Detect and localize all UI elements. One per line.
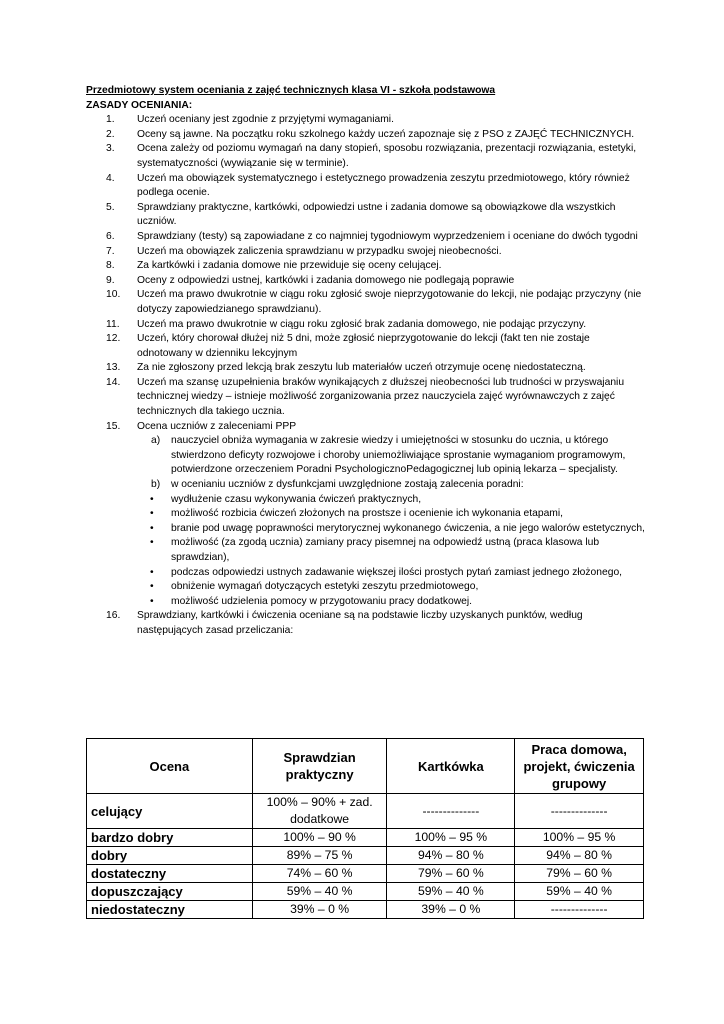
list-item bbox=[86, 113, 646, 128]
table-cell: -------------- bbox=[515, 794, 644, 829]
table-cell: 100% – 95 % bbox=[387, 829, 515, 847]
header-homework: Praca domowa, projekt, ćwiczenia grupowy bbox=[515, 739, 644, 794]
list-item bbox=[86, 172, 646, 201]
item-text: Uczeń ma prawo dwukrotnie w ciągu roku zgłosić swoje nieprzygotowanie do lekcji, nie podając przyczyny (nie dotyczy zapowiedzianego sprawdzianu). bbox=[137, 289, 642, 315]
bullet-item bbox=[86, 522, 646, 537]
bullet-marker: • bbox=[150, 537, 154, 549]
grade-label: celujący bbox=[87, 794, 253, 829]
list-item bbox=[86, 332, 646, 361]
sub-item-marker: b) bbox=[151, 479, 161, 491]
list-item bbox=[86, 274, 646, 289]
list-item bbox=[86, 201, 646, 230]
document-body bbox=[86, 84, 646, 639]
item-number: 16. bbox=[106, 610, 121, 622]
item-text: Oceny z odpowiedzi ustnej, kartkówki i zadania domowego nie podlegają poprawie bbox=[137, 274, 515, 286]
document-title: Przedmiotowy system oceniania z zajęć technicznych klasa VI - szkoła podstawowa bbox=[86, 85, 496, 96]
grade-label: niedostateczny bbox=[87, 901, 253, 919]
bullet-text: wydłużenie czasu wykonywania ćwiczeń praktycznych, bbox=[171, 493, 422, 505]
item-number: 6. bbox=[106, 230, 115, 242]
table-header-row bbox=[87, 739, 644, 794]
sub-item-text: w ocenianiu uczniów z dysfunkcjami uwzględnione zostają zalecenia poradni: bbox=[171, 479, 524, 491]
list-item bbox=[86, 609, 646, 638]
table-cell: 79% – 60 % bbox=[515, 865, 644, 883]
table-cell: -------------- bbox=[387, 794, 515, 829]
table-row bbox=[87, 847, 644, 865]
section-heading: ZASADY OCENIANIA: bbox=[86, 99, 193, 111]
list-item bbox=[86, 142, 646, 171]
item-text: Uczeń ma prawo dwukrotnie w ciągu roku zgłosić brak zadania domowego, nie podając przyczyny. bbox=[137, 318, 587, 330]
table-cell: 94% – 80 % bbox=[387, 847, 515, 865]
item-number: 3. bbox=[106, 143, 115, 155]
bullet-item bbox=[86, 536, 646, 565]
item-text: Uczeń ma szansę uzupełnienia braków wynikających z dłuższej nieobecności lub trudności w przyswajaniu technicznej wiedzy – istnieje możliwość zorganizowania przez nauczyciela zajęć wyrównawczych z zajęć technicznych dla takiego ucznia. bbox=[137, 376, 625, 418]
item-text: Za nie zgłoszony przed lekcją brak zeszytu lub materiałów uczeń otrzymuje ocenę niedostateczną. bbox=[137, 362, 586, 374]
grade-label: dostateczny bbox=[87, 865, 253, 883]
list-item bbox=[86, 259, 646, 274]
table-row bbox=[87, 883, 644, 901]
item-text: Uczeń ma obowiązek systematycznego i estetycznego prowadzenia zeszytu przedmiotowego, który również podlega ocenie. bbox=[137, 172, 630, 199]
item-number: 9. bbox=[106, 274, 115, 286]
item-number: 5. bbox=[106, 201, 115, 213]
item-text: Sprawdziany praktyczne, kartkówki, odpowiedzi ustne i zadania domowe są obowiązkowe dla wszystkich uczniów. bbox=[137, 201, 616, 228]
bullet-text: możliwość rozbicia ćwiczeń złożonych na prostsze i ocenienie ich wykonania etapami, bbox=[171, 508, 564, 520]
table-row bbox=[87, 865, 644, 883]
header-quiz: Kartkówka bbox=[387, 739, 515, 794]
grading-table bbox=[86, 738, 644, 919]
bullet-text: możliwość udzielenia pomocy w przygotowaniu pracy dodatkowej. bbox=[171, 595, 473, 607]
bullet-marker: • bbox=[150, 493, 154, 505]
table-cell: 59% – 40 % bbox=[252, 883, 387, 901]
bullet-text: podczas odpowiedzi ustnych zadawanie większej ilości prostych pytań zamiast jednego złożonego, bbox=[171, 566, 623, 578]
item-text: Ocena uczniów z zaleceniami PPP bbox=[137, 420, 297, 432]
item-number: 14. bbox=[106, 376, 121, 388]
item-text: Uczeń, który chorował dłużej niż 5 dni, może zgłosić nieprzygotowanie do lekcji (fakt ten nie zostaje odnotowany w dzienniku lekcyjnym bbox=[137, 333, 590, 359]
table-cell: 74% – 60 % bbox=[252, 865, 387, 883]
item-text: Sprawdziany (testy) są zapowiadane z co najmniej tygodniowym wyprzedzeniem i oceniane do dwóch tygodni bbox=[137, 230, 638, 242]
table-cell: 39% – 0 % bbox=[387, 901, 515, 919]
bullet-item bbox=[86, 595, 646, 610]
list-item bbox=[86, 245, 646, 260]
table-cell: 100% – 95 % bbox=[515, 829, 644, 847]
bullet-item bbox=[86, 566, 646, 581]
grade-label: bardzo dobry bbox=[87, 829, 253, 847]
item-number: 12. bbox=[106, 333, 121, 345]
list-item bbox=[86, 318, 646, 333]
sub-item-marker: a) bbox=[151, 435, 161, 447]
bullet-item bbox=[86, 580, 646, 595]
item-number: 13. bbox=[106, 362, 121, 374]
list-item bbox=[86, 376, 646, 420]
item-number: 15. bbox=[106, 420, 121, 432]
list-item bbox=[86, 128, 646, 143]
sub-item-a bbox=[86, 434, 646, 478]
bullet-text: obniżenie wymagań dotyczących estetyki zeszytu przedmiotowego, bbox=[171, 581, 479, 593]
rules-list-continued bbox=[86, 609, 646, 638]
list-item bbox=[86, 420, 646, 435]
table-cell: 79% – 60 % bbox=[387, 865, 515, 883]
table-cell: 100% – 90% + zad. dodatkowe bbox=[252, 794, 387, 829]
item-number: 7. bbox=[106, 245, 115, 257]
item-number: 4. bbox=[106, 172, 115, 184]
table-cell: -------------- bbox=[515, 901, 644, 919]
item-number: 2. bbox=[106, 128, 115, 140]
list-item bbox=[86, 230, 646, 245]
header-practical-test: Sprawdzian praktyczny bbox=[252, 739, 387, 794]
table-cell: 39% – 0 % bbox=[252, 901, 387, 919]
item-number: 8. bbox=[106, 260, 115, 272]
item-number: 1. bbox=[106, 114, 115, 126]
table-cell: 59% – 40 % bbox=[515, 883, 644, 901]
list-item bbox=[86, 361, 646, 376]
bullet-marker: • bbox=[150, 595, 154, 607]
grade-label: dopuszczający bbox=[87, 883, 253, 901]
bullet-marker: • bbox=[150, 581, 154, 593]
bullet-text: branie pod uwagę poprawności merytorycznej wykonanego ćwiczenia, a nie jego walorów estetycznych, bbox=[171, 522, 645, 534]
bullet-text: możliwość (za zgodą ucznia) zamiany pracy pisemnej na odpowiedź ustną (praca klasowa lub sprawdzian), bbox=[171, 537, 600, 563]
grade-label: dobry bbox=[87, 847, 253, 865]
bullet-marker: • bbox=[150, 566, 154, 578]
table-cell: 59% – 40 % bbox=[387, 883, 515, 901]
sub-item-b bbox=[86, 478, 646, 493]
table-row bbox=[87, 901, 644, 919]
item-text: Ocena zależy od poziomu wymagań na dany stopień, sposobu rozwiązania, prezentacji rozwiązania, estetyki, systematyczności (wywiązanie się w terminie). bbox=[137, 143, 637, 169]
item-text: Uczeń oceniany jest zgodnie z przyjętymi wymaganiami. bbox=[137, 114, 394, 126]
bullet-item bbox=[86, 507, 646, 522]
header-grade: Ocena bbox=[87, 739, 253, 794]
item-text: Uczeń ma obowiązek zaliczenia sprawdzianu w przypadku swojej nieobecności. bbox=[137, 245, 502, 257]
list-item bbox=[86, 288, 646, 317]
item-text: Sprawdziany, kartkówki i ćwiczenia oceniane są na podstawie liczby uzyskanych punktów, według następujących zasad przeliczania: bbox=[137, 610, 583, 636]
bullet-item bbox=[86, 493, 646, 508]
bullet-marker: • bbox=[150, 508, 154, 520]
table-cell: 94% – 80 % bbox=[515, 847, 644, 865]
rules-list bbox=[86, 113, 646, 434]
table-cell: 100% – 90 % bbox=[252, 829, 387, 847]
item-text: Oceny są jawne. Na początku roku szkolnego każdy uczeń zapoznaje się z PSO z ZAJĘĆ TECHNICZNYCH. bbox=[137, 128, 635, 140]
table-cell: 89% – 75 % bbox=[252, 847, 387, 865]
item-text: Za kartkówki i zadania domowe nie przewiduje się oceny celującej. bbox=[137, 260, 442, 272]
item-number: 11. bbox=[106, 318, 120, 330]
bullet-marker: • bbox=[150, 522, 154, 534]
table-row bbox=[87, 829, 644, 847]
table-row bbox=[87, 794, 644, 829]
item-number: 10. bbox=[106, 289, 121, 301]
sub-item-text: nauczyciel obniża wymagania w zakresie wiedzy i umiejętności w stosunku do ucznia, u którego stwierdzono deficyty rozwojowe i choroby uniemożliwiające sprostanie wymaganiom programowym, potwierdzone orzeczeniem Poradni PsychologicznoPedagogicznej lub opinią lekarza – specjalisty. bbox=[171, 435, 626, 476]
